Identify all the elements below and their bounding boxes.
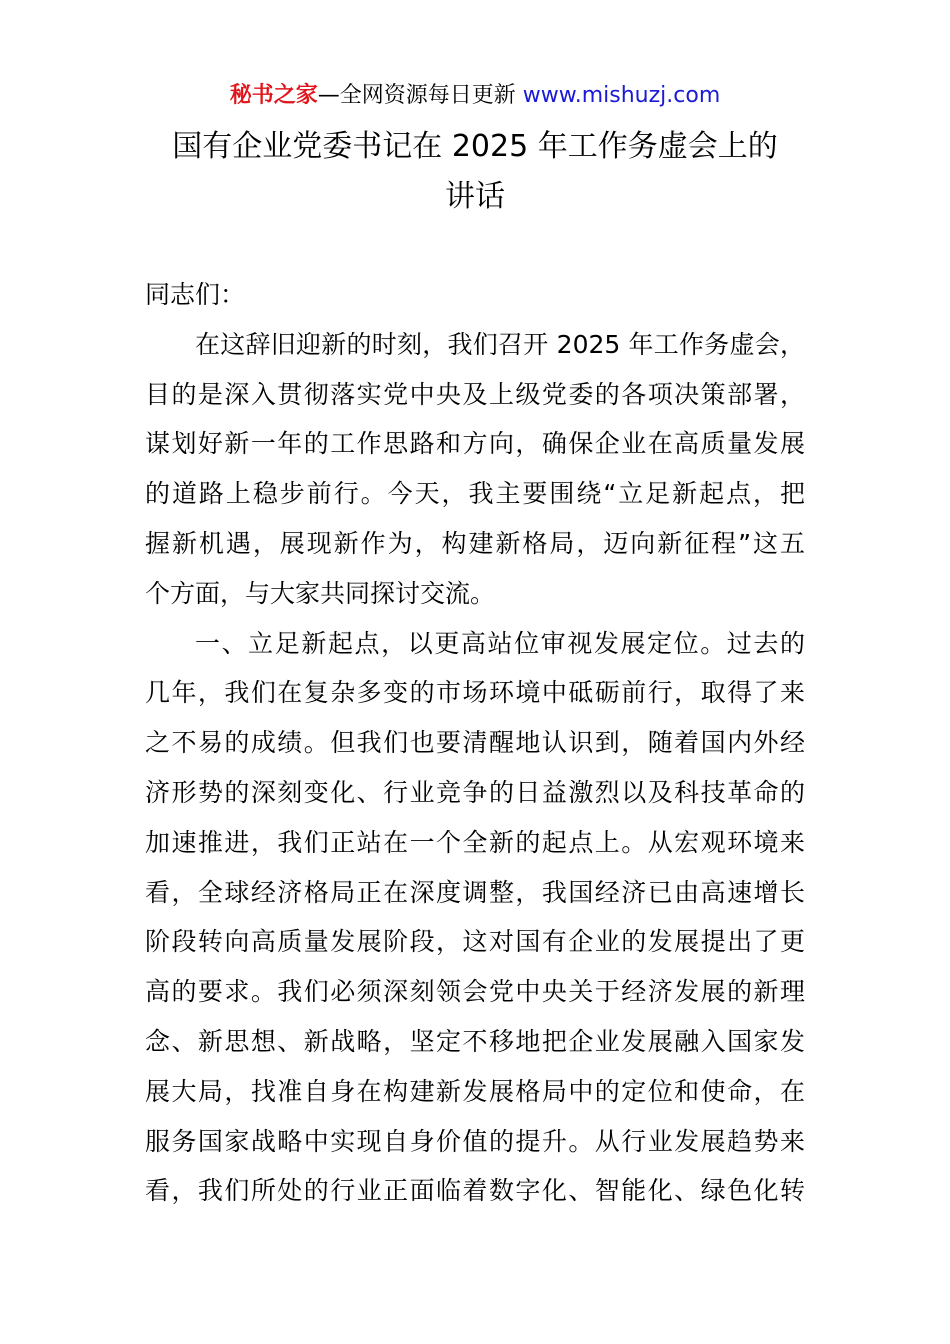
body-line: 高的要求。我们必须深刻领会党中央关于经济发展的新理 <box>145 977 805 1007</box>
document-body <box>145 270 805 1216</box>
body-line: 之不易的成绩。但我们也要清醒地认识到，随着国内外经 <box>145 728 805 758</box>
body-line: 阶段转向高质量发展阶段，这对国有企业的发展提出了更 <box>145 927 805 957</box>
title-line-1: 国有企业党委书记在 2025 年工作务虚会上的 <box>172 129 778 164</box>
brand-name: 秘书之家 <box>229 83 318 108</box>
body-line: 服务国家战略中实现自身价值的提升。从行业发展趋势来 <box>145 1126 805 1156</box>
body-line: 个方面，与大家共同探讨交流。 <box>145 578 496 608</box>
body-line: 展大局，找准自身在构建新发展格局中的定位和使命，在 <box>145 1076 805 1106</box>
body-line: 加速推进，我们正站在一个全新的起点上。从宏观环境来 <box>145 827 805 857</box>
body-line: 济形势的深刻变化、行业竞争的日益激烈以及科技革命的 <box>145 777 805 807</box>
body-line: 握新机遇，展现新作为，构建新格局，迈向新征程”这五 <box>145 528 805 558</box>
site-header <box>0 80 950 112</box>
body-line: 谋划好新一年的工作思路和方向，确保企业在高质量发展 <box>145 429 805 459</box>
site-url-link[interactable]: www.mishuzj.com <box>522 83 721 108</box>
body-line: 看，我们所处的行业正面临着数字化、智能化、绿色化转 <box>145 1176 805 1206</box>
body-line: 目的是深入贯彻落实党中央及上级党委的各项决策部署， <box>145 379 805 409</box>
document-title <box>145 122 805 222</box>
section-heading-line: 一、立足新起点，以更高站位审视发展定位。过去的 <box>195 628 805 658</box>
title-line-2: 讲话 <box>445 179 505 214</box>
body-line: 几年，我们在复杂多变的市场环境中砥砺前行，取得了来 <box>145 678 805 708</box>
header-tagline: —全网资源每日更新 <box>317 83 523 108</box>
body-line: 在这辞旧迎新的时刻，我们召开 2025 年工作务虚会， <box>195 329 805 359</box>
body-line: 的道路上稳步前行。今天，我主要围绕“立足新起点，把 <box>145 479 805 509</box>
body-line: 念、新思想、新战略，坚定不移地把企业发展融入国家发 <box>145 1026 805 1056</box>
salutation: 同志们： <box>145 280 246 309</box>
body-line: 看，全球经济格局正在深度调整，我国经济已由高速增长 <box>145 877 805 907</box>
